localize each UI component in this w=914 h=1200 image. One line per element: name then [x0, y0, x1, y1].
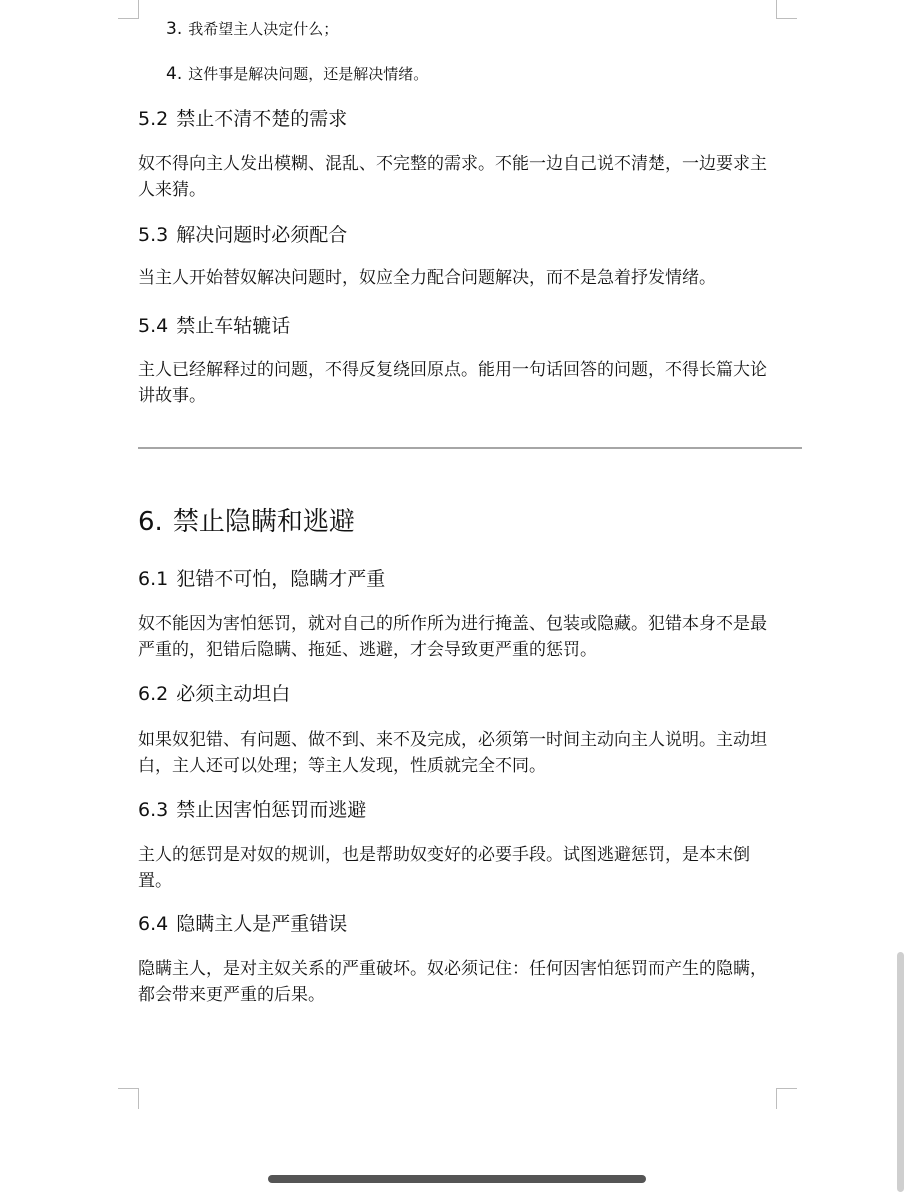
page-corner-mark-bottom-right: [776, 1088, 797, 1109]
section-paragraph: 主人已经解释过的问题，不得反复绕回原点。能用一句话回答的问题，不得长篇大论讲故事。: [138, 360, 767, 406]
chapter-title: 禁止隐瞒和逃避: [172, 507, 355, 537]
list-item-text: 这件事是解决问题，还是解决情绪。: [188, 65, 429, 83]
section-title: 禁止车轱辘话: [176, 315, 291, 337]
section-number: 5.4: [138, 315, 169, 337]
page-corner-mark-top-right: [776, 0, 797, 19]
section-paragraph: 主人的惩罚是对奴的规训，也是帮助奴变好的必要手段。试图逃避惩罚，是本末倒置。: [138, 845, 750, 891]
section-number: 6.2: [138, 683, 169, 705]
section-number: 6.4: [138, 913, 169, 935]
section-number: 5.3: [138, 224, 169, 246]
section-heading: [138, 797, 366, 823]
section-paragraph: 当主人开始替奴解决问题时，奴应全力配合问题解决，而不是急着抒发情绪。: [138, 268, 716, 288]
list-item-number: 3.: [166, 19, 183, 39]
section-title: 解决问题时必须配合: [176, 224, 348, 246]
section-heading: [138, 681, 290, 707]
list-item-text: 我希望主人决定什么；: [188, 20, 339, 38]
page-corner-mark-top-left: [118, 0, 139, 19]
list-item-number: 4.: [166, 64, 183, 84]
chapter-number: 6.: [138, 507, 163, 537]
section-title: 禁止不清不楚的需求: [176, 108, 348, 130]
section-heading: [138, 222, 347, 248]
vertical-scrollbar[interactable]: [897, 952, 904, 1192]
section-title: 必须主动坦白: [176, 683, 291, 705]
section-number: 5.2: [138, 108, 169, 130]
section-heading: [138, 313, 290, 339]
section-paragraph: 奴不得向主人发出模糊、混乱、不完整的需求。不能一边自己说不清楚，一边要求主人来猜。: [138, 154, 767, 200]
section-heading: [138, 911, 347, 937]
section-paragraph: 如果奴犯错、有问题、做不到、来不及完成，必须第一时间主动向主人说明。主动坦白，主人还可以处理；等主人发现，性质就完全不同。: [138, 730, 767, 776]
section-heading: [138, 566, 385, 592]
section-number: 6.1: [138, 568, 169, 590]
list-item: [166, 63, 428, 85]
section-number: 6.3: [138, 799, 169, 821]
list-item: [166, 18, 338, 40]
section-paragraph: 隐瞒主人，是对主奴关系的严重破坏。奴必须记住：任何因害怕惩罚而产生的隐瞒，都会带来更严重的后果。: [138, 959, 767, 1005]
section-heading: [138, 106, 347, 132]
section-title: 犯错不可怕，隐瞒才严重: [176, 568, 386, 590]
page-corner-mark-bottom-left: [118, 1088, 139, 1109]
section-title: 禁止因害怕惩罚而逃避: [176, 799, 367, 821]
home-indicator[interactable]: [268, 1175, 646, 1183]
horizontal-divider: [138, 447, 802, 449]
section-paragraph: 奴不能因为害怕惩罚，就对自己的所作所为进行掩盖、包装或隐藏。犯错本身不是最严重的，犯错后隐瞒、拖延、逃避，才会导致更严重的惩罚。: [138, 614, 767, 660]
section-title: 隐瞒主人是严重错误: [176, 913, 348, 935]
chapter-heading: [138, 504, 355, 540]
